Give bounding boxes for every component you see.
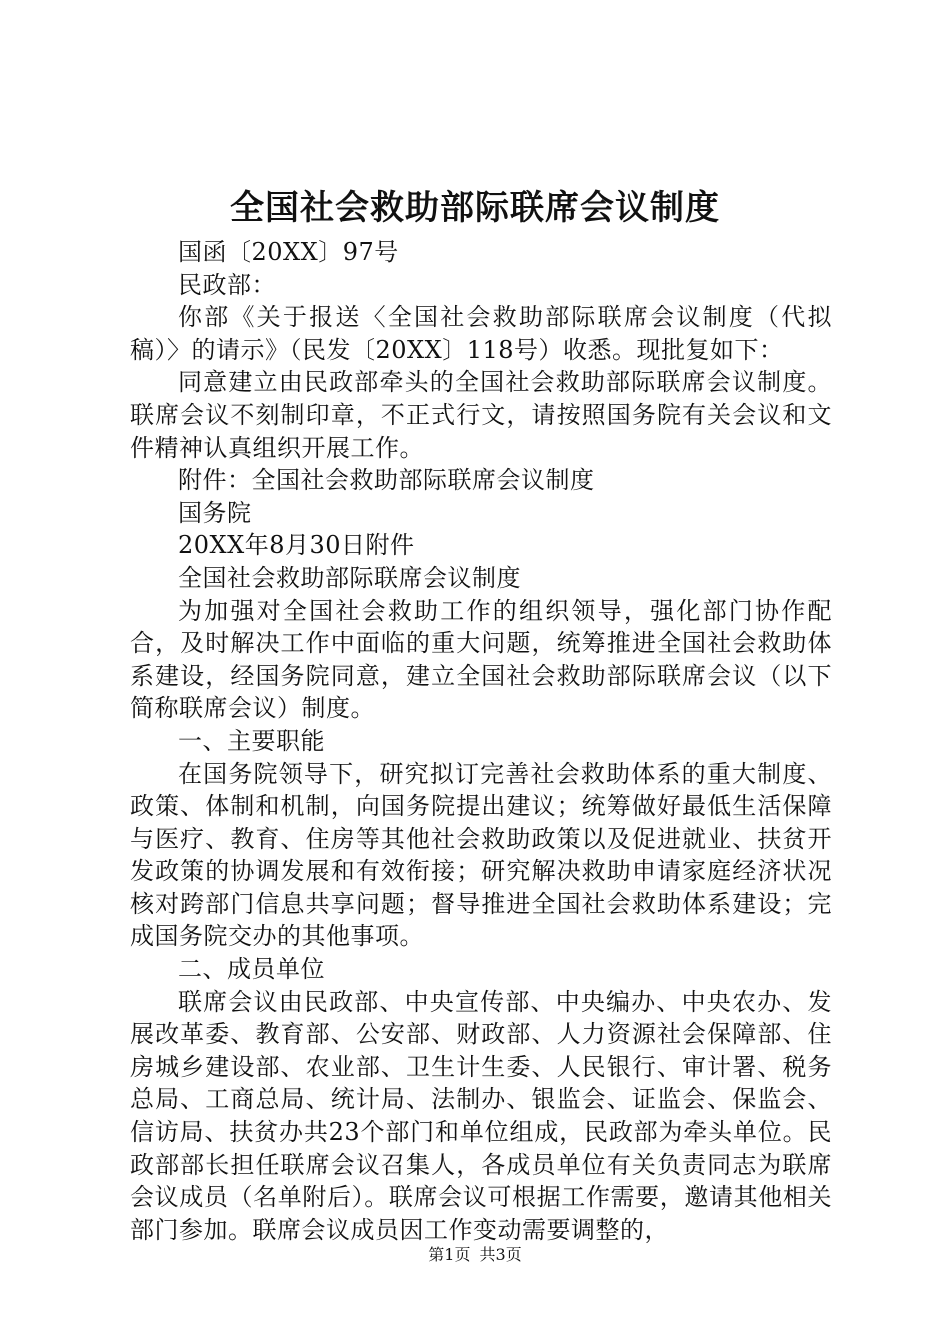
doc-number: 国函〔20XX〕97号 bbox=[178, 238, 399, 266]
attachment-title: 全国社会救助部际联席会议制度 bbox=[178, 563, 521, 592]
paragraph: 为加强对全国社会救助工作的组织领导，强化部门协作配合，及时解决工作中面临的重大问题，统筹推进全国社会救助体系建设，经国务院同意，建立全国社会救助部际联席会议（以下简称联席会议）制度。 bbox=[130, 596, 832, 723]
page-footer bbox=[0, 1243, 950, 1267]
paragraph: 你部《关于报送〈全国社会救助部际联席会议制度（代拟稿）〉的请示》（民发〔20XX〕118号）收悉。现批复如下： bbox=[130, 303, 832, 364]
document-title: 全国社会救助部际联席会议制度 bbox=[230, 188, 720, 228]
recipient: 民政部： bbox=[178, 270, 276, 299]
paragraph: 在国务院领导下，研究拟订完善社会救助体系的重大制度、政策、体制和机制，向国务院提出建议；统筹做好最低生活保障与医疗、教育、住房等其他社会救助政策以及促进就业、扶贫开发政策的协调发展和有效衔接；研究解决救助申请家庭经济状况核对跨部门信息共享问题；督导推进全国社会救助体系建设；完成国务院交办的其他事项。 bbox=[130, 759, 832, 951]
section-heading: 一、主要职能 bbox=[178, 726, 325, 755]
issue-date: 20XX年8月30日附件 bbox=[178, 531, 415, 560]
paragraph: 联席会议由民政部、中央宣传部、中央编办、中央农办、发展改革委、教育部、公安部、财政部、人力资源社会保障部、住房城乡建设部、农业部、卫生计生委、人民银行、审计署、税务总局、工商总局、统计局、法制办、银监会、证监会、保监会、信访局、扶贫办共23个部门和单位组成，民政部为牵头单位。民政部部长担任联席会议召集人，各成员单位有关负责同志为联席会议成员（名单附后）。联席会议可根据工作需要，邀请其他相关部门参加。联席会议成员因工作变动需要调整的， bbox=[130, 987, 832, 1244]
attachment-line: 附件：全国社会救助部际联席会议制度 bbox=[178, 466, 595, 495]
document-body bbox=[130, 236, 832, 1246]
page-total: 共3页 bbox=[479, 1245, 522, 1264]
issuer: 国务院 bbox=[178, 498, 252, 527]
paragraph: 同意建立由民政部牵头的全国社会救助部际联席会议制度。联席会议不刻制印章，不正式行文，请按照国务院有关会议和文件精神认真组织开展工作。 bbox=[130, 368, 832, 462]
page-number: 第1页 bbox=[428, 1245, 471, 1264]
section-heading: 二、成员单位 bbox=[178, 955, 325, 984]
